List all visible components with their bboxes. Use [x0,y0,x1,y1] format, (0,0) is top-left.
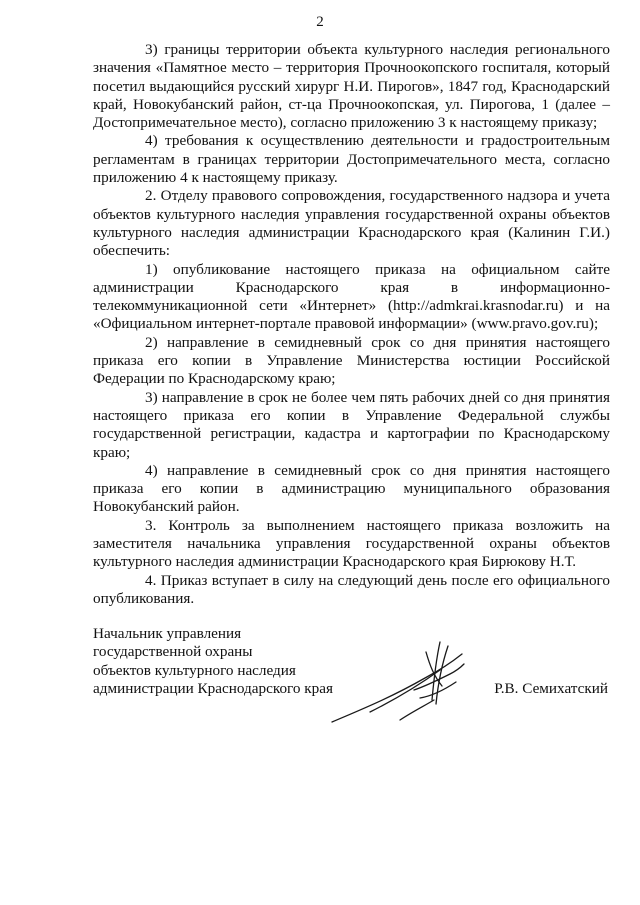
paragraph-clause-4: 4. Приказ вступает в силу на следующий день после его официального опубликования. [93,571,610,607]
paragraph-clause-2-item-4: 4) направление в семидневный срок со дня принятия настоящего приказа его копии в администрацию муниципального образования Новокубанский район. [93,461,610,516]
signer-title-line: администрации Краснодарского края [93,679,333,697]
paragraph-clause-3: 3. Контроль за выполнением настоящего приказа возложить на заместителя начальника управления государственной охраны объектов культурного наследия администрации Краснодарского края Бирюкову Н.Т. [93,516,610,571]
paragraph-clause-2: 2. Отделу правового сопровождения, государственного надзора и учета объектов культурного наследия управления государственной охраны объектов культурного наследия администрации Краснодарского края (Калинин Г.И.) обеспечить: [93,187,610,260]
handwritten-signature [330,640,480,730]
paragraph-item-3-boundaries: 3) границы территории объекта культурного наследия регионального значения «Памятное место – территория Прочноокопского госпиталя, который посетил выдающийся русский хирург Н.И. Пирогов», 1847 год, Краснодарский край, Новокубанский район, ст-ца Прочноокопская, ул. Пирогова, 1 (далее – Достопримечательное место), согласно приложению 3 к настоящему приказу; [93,41,610,132]
signer-title-line: государственной охраны [93,643,253,661]
signer-name: Р.В. Семихатский [494,680,608,697]
signer-title-line: объектов культурного наследия [93,661,296,679]
signer-title-line: Начальник управления [93,625,242,642]
paragraph-clause-2-item-3: 3) направление в срок не более чем пять рабочих дней со дня принятия настоящего приказа его копии в Управление Федеральной службы государственной регистрации, кадастра и картографии по Краснодарскому краю; [93,388,610,461]
document-body [93,41,610,608]
page-number: 2 [316,14,324,30]
paragraph-item-4-requirements: 4) требования к осуществлению деятельности и градостроительным регламентам в границах территории Достопримечательного места, согласно приложению 4 к настоящему приказу. [93,132,610,187]
paragraph-clause-2-item-1: 1) опубликование настоящего приказа на официальном сайте администрации Краснодарского края в информационно-телекоммуникационной сети «Интернет» (http://admkrai.krasnodar.ru) и на «Официальном интернет-портале правовой информации» (www.pravo.gov.ru); [93,260,610,333]
paragraph-clause-2-item-2: 2) направление в семидневный срок со дня принятия настоящего приказа его копии в Управление Министерства юстиции Российской Федерации по Краснодарскому краю; [93,333,610,388]
